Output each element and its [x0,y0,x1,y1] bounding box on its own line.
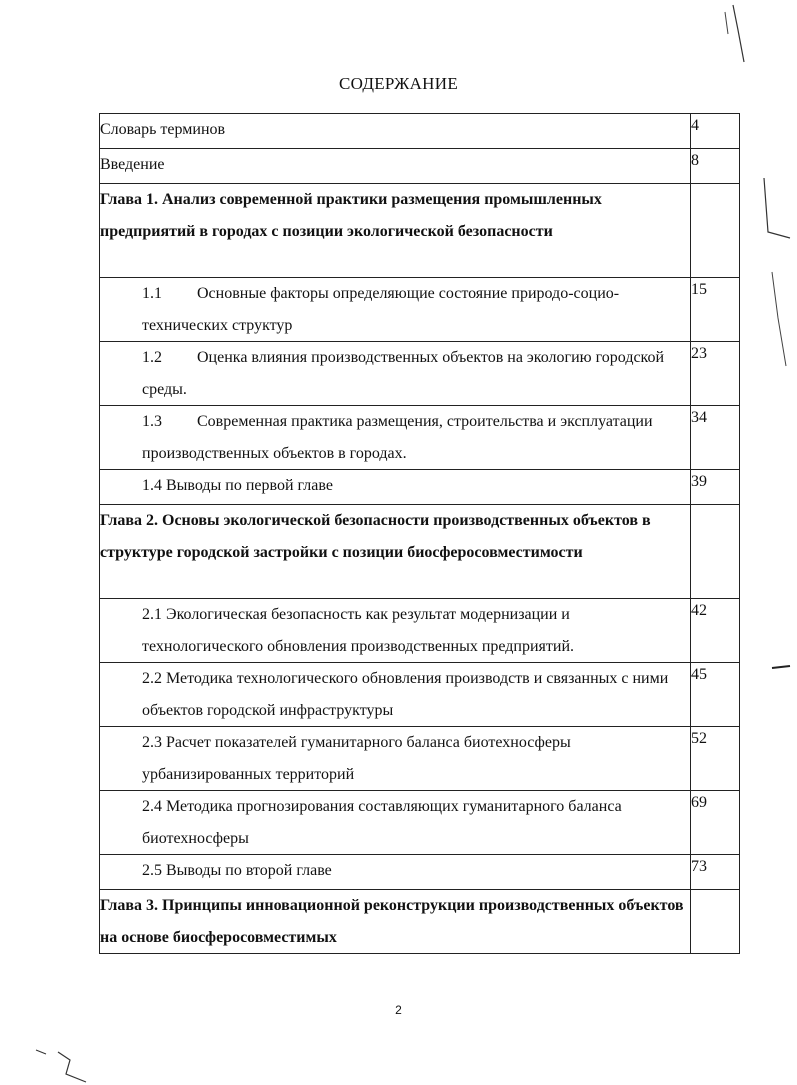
scan-mark [772,666,790,668]
page-title: СОДЕРЖАНИЕ [338,74,459,93]
toc-page-number: 42 [691,599,740,663]
scan-mark [764,178,790,238]
toc-page-number: 39 [691,470,740,505]
toc-section-number: 1.3 [142,413,162,430]
toc-entry-text: Словарь терминов [100,114,691,149]
toc-page-number: 45 [691,663,740,727]
toc-entry-text: Основные факторы определяющие состояние природо-социо-технических структур [142,285,620,334]
toc-section-number: 1.2 [142,349,162,366]
toc-entry-text: 2.3 Расчет показателей гуманитарного баланса биотехносферы урбанизированных территорий [100,727,691,791]
toc-entry-text: Введение [100,149,691,184]
toc-page-number: 4 [691,114,740,149]
toc-entry-text: 2.1 Экологическая безопасность как результат модернизации и технологического обновления производственных предприятий. [100,599,691,663]
toc-page-number: 23 [691,342,740,406]
toc-entry-text: Современная практика размещения, строительства и эксплуатации производственных объектов в городах. [142,413,653,462]
toc-chapter-heading: Глава 1. Анализ современной практики размещения промышленных предприятий в городах с позиции экологической безопасности [100,184,691,278]
toc-page-number: 52 [691,727,740,791]
toc-entry-text: 2.4 Методика прогнозирования составляющих гуманитарного баланса биотехносферы [100,791,691,855]
toc-section-number: 1.1 [142,285,162,302]
toc-entry-text: Оценка влияния производственных объектов на экологию городской среды. [142,349,665,398]
toc-page-number: 15 [691,278,740,342]
scan-mark [36,1050,46,1054]
scan-mark [58,1052,86,1082]
toc-page-number: 73 [691,855,740,890]
toc-page-number: 34 [691,406,740,470]
toc-entry-text: 1.4 Выводы по первой главе [100,470,691,505]
toc-page-number: 8 [691,149,740,184]
toc-page-number: 69 [691,791,740,855]
scan-mark [733,5,744,62]
scan-mark [725,12,728,34]
page-number: 2 [395,1003,402,1017]
toc-chapter-heading: Глава 2. Основы экологической безопасности производственных объектов в структуре городской застройки с позиции биосферосовместимости [100,505,691,599]
toc-chapter-heading-text: Глава 3. Принципы инновационной реконструкции производственных объектов на основе биосферосовместимых [100,897,684,946]
scan-mark [772,272,786,366]
toc-entry-text: 2.2 Методика технологического обновления производств и связанных с ними объектов городской инфраструктуры [100,663,691,727]
toc-entry-text: 2.5 Выводы по второй главе [100,855,691,890]
